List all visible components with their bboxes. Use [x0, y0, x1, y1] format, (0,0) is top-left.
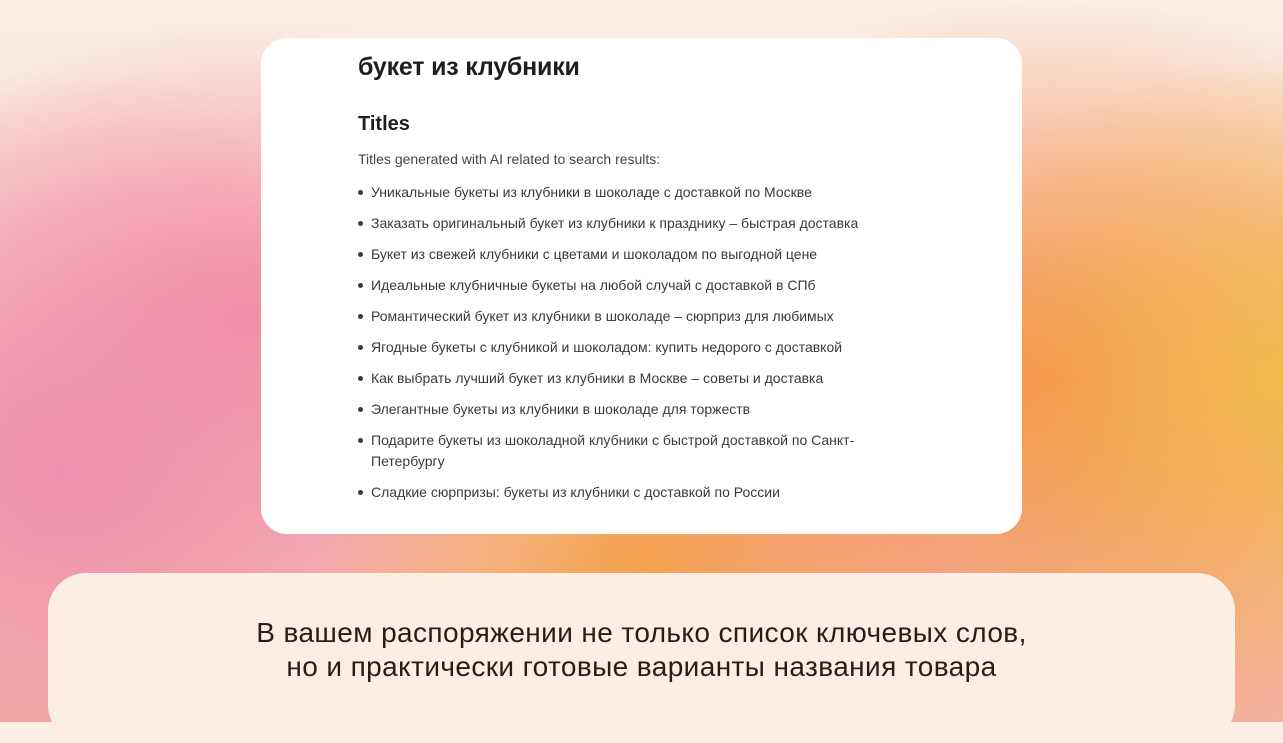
- bullet-icon: [358, 252, 363, 257]
- list-item-text: Сладкие сюрпризы: букеты из клубники с доставкой по России: [371, 484, 780, 500]
- list-item[interactable]: [358, 182, 898, 203]
- bullet-icon: [358, 438, 363, 443]
- caption-box: [48, 573, 1235, 743]
- list-item[interactable]: [358, 399, 898, 420]
- list-item-text: Подарите букеты из шоколадной клубники с быстрой доставкой по Санкт-Петербургу: [371, 432, 855, 469]
- caption-line-1: В вашем распоряжении не только список ключевых слов,: [256, 617, 1027, 648]
- list-item[interactable]: [358, 275, 898, 296]
- list-item[interactable]: [358, 430, 898, 472]
- intro-text: Titles generated with AI related to search results:: [358, 151, 661, 167]
- query-title: букет из клубники: [358, 53, 580, 81]
- bullet-icon: [358, 345, 363, 350]
- bullet-icon: [358, 221, 363, 226]
- list-item-text: Романтический букет из клубники в шоколаде – сюрприз для любимых: [371, 308, 834, 324]
- list-item-text: Ягодные букеты с клубникой и шоколадом: купить недорого с доставкой: [371, 339, 843, 355]
- caption-line-2: но и практически готовые варианты названия товара: [286, 651, 997, 682]
- bullet-icon: [358, 283, 363, 288]
- list-item[interactable]: [358, 213, 898, 234]
- bullet-icon: [358, 190, 363, 195]
- list-item[interactable]: [358, 306, 898, 327]
- list-item-text: Букет из свежей клубники с цветами и шоколадом по выгодной цене: [371, 246, 818, 262]
- bullet-icon: [358, 490, 363, 495]
- list-item[interactable]: [358, 482, 898, 503]
- section-title: Titles: [358, 113, 410, 135]
- list-item-text: Идеальные клубничные букеты на любой случай с доставкой в СПб: [371, 277, 816, 293]
- list-item[interactable]: [358, 337, 898, 358]
- generated-titles-list: [358, 182, 898, 513]
- list-item-text: Уникальные букеты из клубники в шоколаде с доставкой по Москве: [371, 184, 812, 200]
- list-item-text: Элегантные букеты из клубники в шоколаде для торжеств: [371, 401, 751, 417]
- caption-text: [48, 616, 1235, 684]
- list-item[interactable]: [358, 368, 898, 389]
- list-item[interactable]: [358, 244, 898, 265]
- list-item-text: Как выбрать лучший букет из клубники в Москве – советы и доставка: [371, 370, 824, 386]
- bullet-icon: [358, 407, 363, 412]
- list-item-text: Заказать оригинальный букет из клубники к празднику – быстрая доставка: [371, 215, 859, 231]
- results-card: [261, 38, 1022, 534]
- bullet-icon: [358, 376, 363, 381]
- bullet-icon: [358, 314, 363, 319]
